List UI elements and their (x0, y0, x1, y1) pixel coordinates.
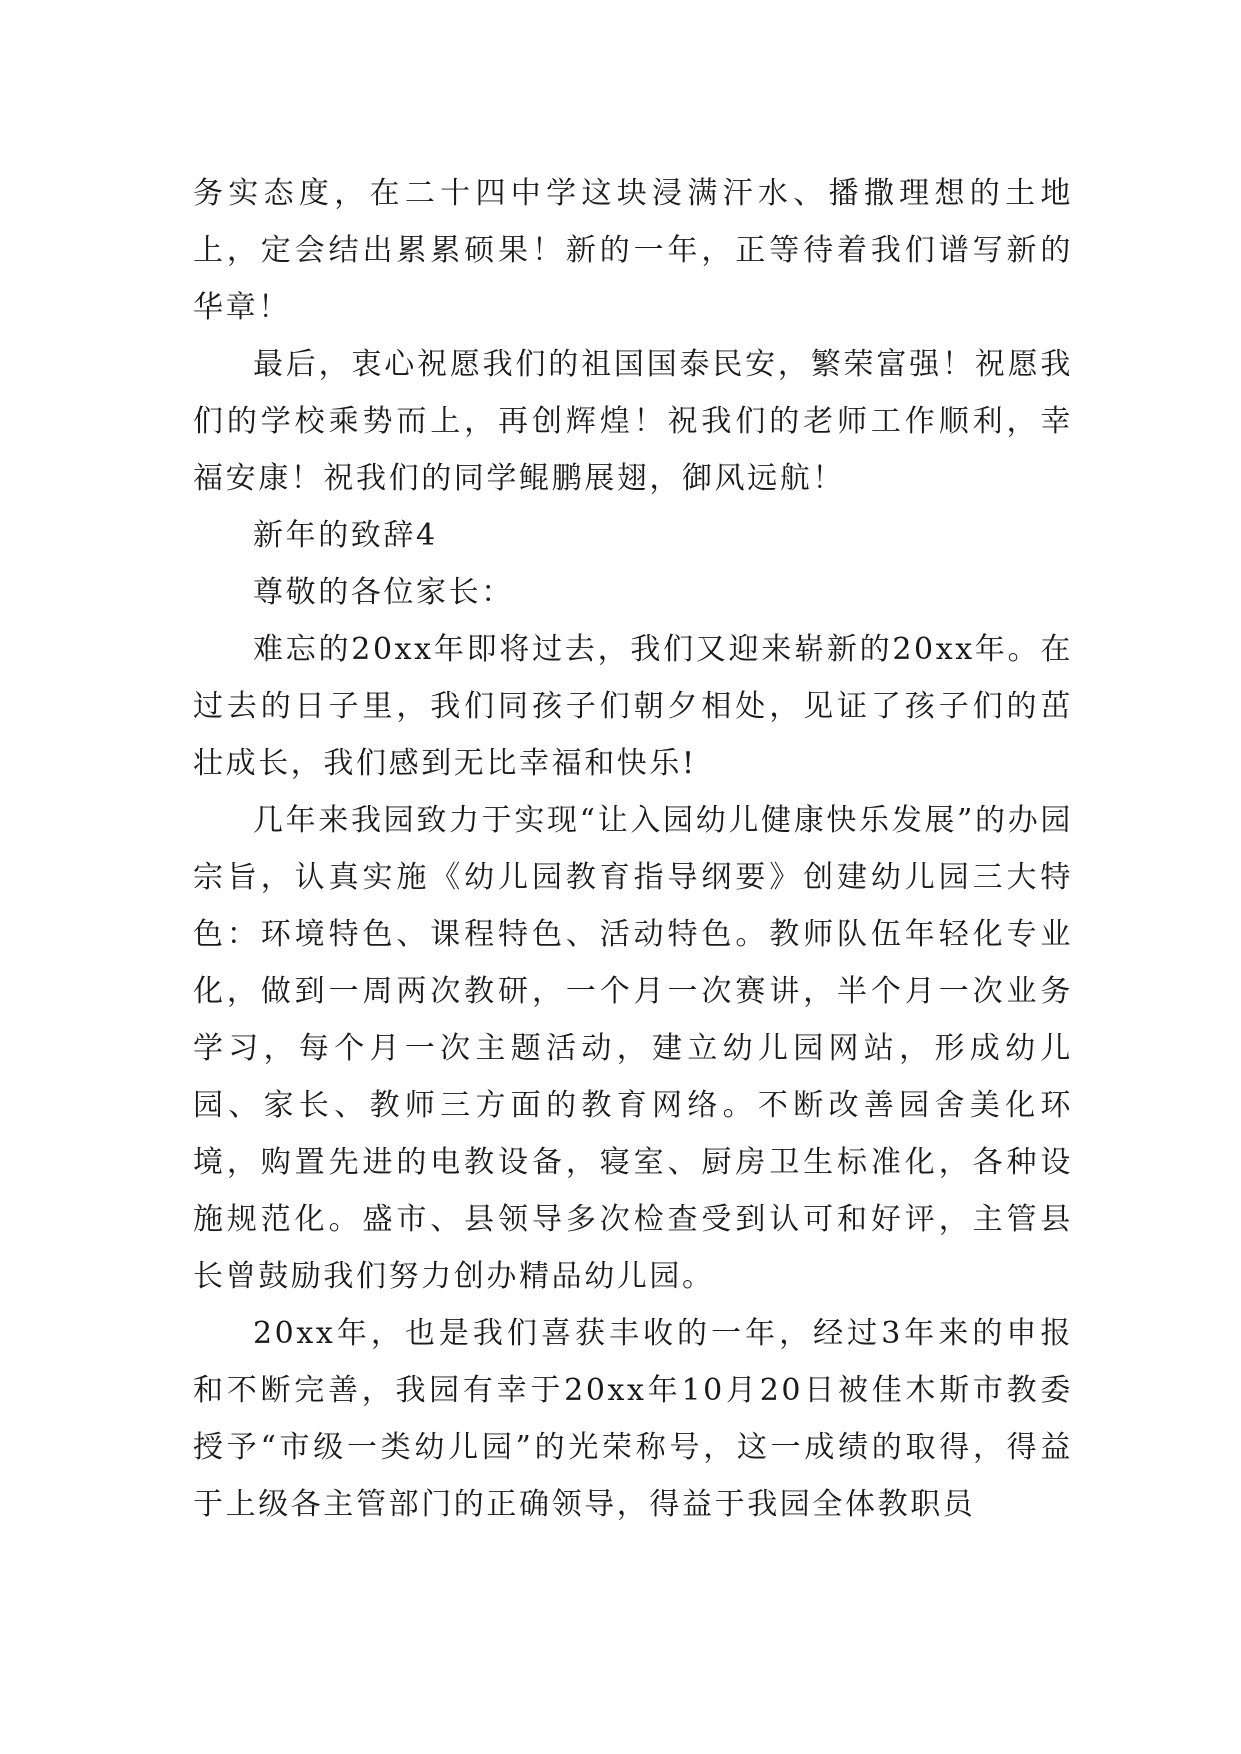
paragraph-achievements: 几年来我园致力于实现“让入园幼儿健康快乐发展”的办园宗旨，认真实施《幼儿园教育指导纲要》创建幼儿园三大特色：环境特色、课程特色、活动特色。教师队伍年轻化专业化，做到一周两次教研，一个月一次赛讲，半个月一次业务学习，每个月一次主题活动，建立幼儿园网站，形成幼儿园、家长、教师三方面的教育网络。不断改善园舍美化环境，购置先进的电教设备，寝室、厨房卫生标准化，各种设施规范化。盛市、县领导多次检查受到认可和好评，主管县长曾鼓励我们努力创办精品幼儿园。 (193, 803, 1073, 1294)
paragraph-intro: 难忘的20xx年即将过去，我们又迎来崭新的20xx年。在过去的日子里，我们同孩子们朝夕相处，见证了孩子们的茁壮成长，我们感到无比幸福和快乐! (193, 632, 1073, 781)
document-body (193, 165, 1073, 1533)
section-heading: 新年的致辞4 (253, 518, 438, 553)
paragraph-continued: 务实态度，在二十四中学这块浸满汗水、播撒理想的土地上，定会结出累累硕果！新的一年，正等待着我们谱写新的华章！ (193, 176, 1073, 325)
paragraph-closing-wishes: 最后，衷心祝愿我们的祖国国泰民安，繁荣富强！祝愿我们的学校乘势而上，再创辉煌！祝我们的老师工作顺利，幸福安康！祝我们的同学鲲鹏展翅，御风远航！ (193, 347, 1073, 496)
paragraph-harvest: 20xx年，也是我们喜获丰收的一年，经过3年来的申报和不断完善，我园有幸于20xx年10月20日被佳木斯市教委授予“市级一类幼儿园”的光荣称号，这一成绩的取得，得益于上级各主管部门的正确领导，得益于我园全体教职员 (193, 1316, 1073, 1522)
salutation: 尊敬的各位家长： (253, 575, 514, 610)
